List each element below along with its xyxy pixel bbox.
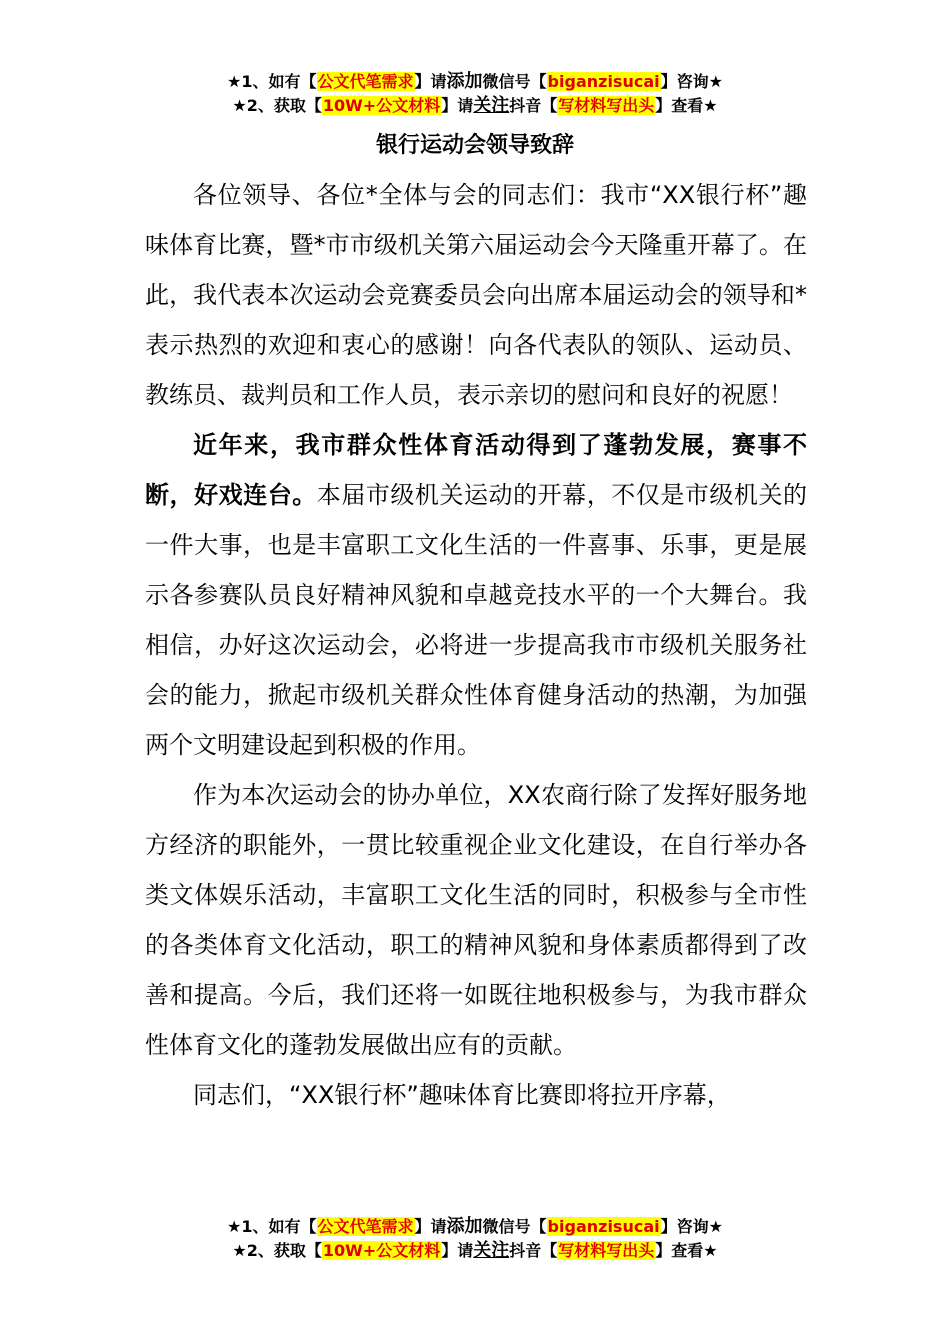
paragraph-2 xyxy=(145,420,807,770)
promo-line-1 xyxy=(0,70,950,94)
promo-text: 】咨询★ xyxy=(660,1217,723,1236)
promo-highlight: 公文代笔需求 xyxy=(317,72,414,91)
promo-emphasis: 添加 xyxy=(446,71,483,92)
promo-line-2 xyxy=(0,94,950,118)
document-body xyxy=(145,170,807,1120)
promo-highlight: 10W+公文材料 xyxy=(322,1241,441,1260)
promo-text: 】请 xyxy=(414,1217,447,1236)
paragraph-4: 同志们，“XX银行杯”趣味体育比赛即将拉开序幕， xyxy=(193,1081,731,1109)
promo-text: 微信号【 xyxy=(482,1217,547,1236)
promo-emphasis: 添加 xyxy=(446,1216,483,1237)
promo-line-2 xyxy=(0,1239,950,1263)
promo-line-1 xyxy=(0,1215,950,1239)
promo-emphasis: 关注 xyxy=(473,95,510,116)
promo-text: 】请 xyxy=(441,96,474,115)
paragraph-1: 各位领导、各位*全体与会的同志们：我市“XX银行杯”趣味体育比赛，暨*市市级机关第六届运动会今天隆重开幕了。在此，我代表本次运动会竞赛委员会向出席本届运动会的领导和*表示热烈的欢迎和衷心的感谢！向各代表队的领队、运动员、教练员、裁判员和工作人员，表示亲切的慰问和良好的祝愿！ xyxy=(145,181,807,409)
promo-douyin-id: 写材料写出头 xyxy=(558,1241,655,1260)
promo-text: 】请 xyxy=(441,1241,474,1260)
promo-text: 】查看★ xyxy=(655,96,718,115)
promo-text: 抖音【 xyxy=(509,96,558,115)
document-title: 银行运动会领导致辞 xyxy=(375,133,574,158)
header-promo-banner xyxy=(0,70,950,118)
promo-text: ★2、获取【 xyxy=(232,1241,322,1260)
promo-highlight: 公文代笔需求 xyxy=(317,1217,414,1236)
promo-text: ★1、如有【 xyxy=(227,1217,317,1236)
promo-text: 微信号【 xyxy=(482,72,547,91)
paragraph-3: 作为本次运动会的协办单位，XX农商行除了发挥好服务地方经济的职能外，一贯比较重视企业文化建设，在自行举办各类文体娱乐活动，丰富职工文化生活的同时，积极参与全市性的各类体育文化活动，职工的精神风貌和身体素质都得到了改善和提高。今后，我们还将一如既往地积极参与，为我市群众性体育文化的蓬勃发展做出应有的贡献。 xyxy=(145,781,807,1059)
paragraph-2-bold-lead: 近年来，我市群众性体育活动得到了蓬勃发展，赛事不断，好戏连台。 xyxy=(145,431,807,509)
paragraph-2-text: 本届市级机关运动的开幕，不仅是市级机关的一件大事，也是丰富职工文化生活的一件喜事、乐事，更是展示各参赛队员良好精神风貌和卓越竞技水平的一个大舞台。我相信，办好这次运动会，必将进一步提高我市市级机关服务社会的能力，掀起市级机关群众性体育健身活动的热潮，为加强两个文明建设起到积极的作用。 xyxy=(145,481,808,759)
promo-text: ★2、获取【 xyxy=(232,96,322,115)
promo-highlight: 10W+公文材料 xyxy=(322,96,441,115)
promo-wechat-id: biganzisucai xyxy=(547,72,660,91)
promo-emphasis: 关注 xyxy=(473,1240,510,1261)
promo-text: 抖音【 xyxy=(509,1241,558,1260)
promo-douyin-id: 写材料写出头 xyxy=(558,96,655,115)
footer-promo-banner xyxy=(0,1215,950,1263)
promo-text: 】咨询★ xyxy=(660,72,723,91)
promo-text: 】查看★ xyxy=(655,1241,718,1260)
promo-text: ★1、如有【 xyxy=(227,72,317,91)
promo-wechat-id: biganzisucai xyxy=(547,1217,660,1236)
promo-text: 】请 xyxy=(414,72,447,91)
